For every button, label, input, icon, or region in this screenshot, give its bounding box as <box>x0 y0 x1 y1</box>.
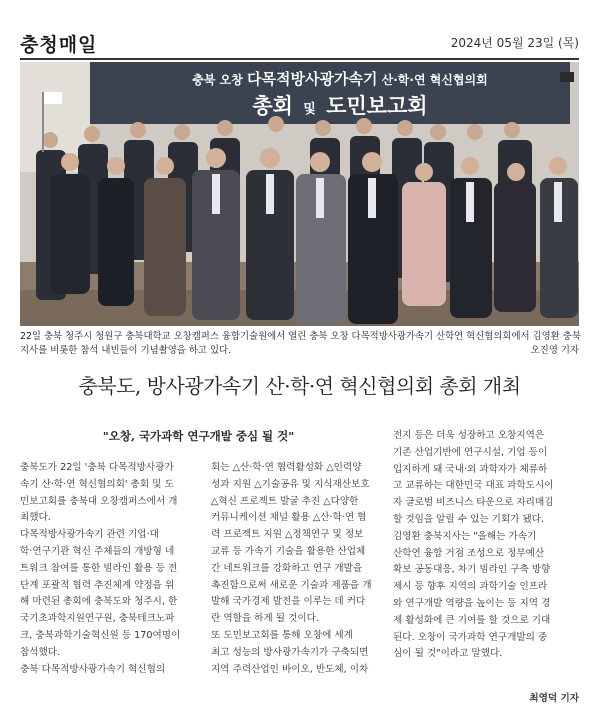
body-line: 할 것임을 알릴 수 있는 기회가 됐다. <box>393 513 545 525</box>
photo-caption <box>20 330 579 358</box>
body-line: 회는 △산·학·연 협력활성화 △인력양 <box>211 462 362 473</box>
body-line: 참석했다. <box>20 646 61 658</box>
body-line: 트워크 참여를 통한 빔라인 활용 등 전 <box>20 562 178 574</box>
caption-line1: 22일 충북 청주시 청원구 충북대학교 오창캠퍼스 융합기술원에서 열린 충북 오창 다목적방사광가속기 산학연 혁신협의회에서 김영환 충북 <box>20 331 581 342</box>
banner-line2-a: 총회 <box>252 94 293 118</box>
body-line: 제시 등 향후 지역의 과학기술 인프라 <box>393 581 548 593</box>
article-column-3 <box>393 428 579 663</box>
body-line: 해 마련된 총회에 충북도와 청주시, 한 <box>20 596 178 608</box>
body-line: 된다. 오창이 국가과학 연구개발의 중 <box>393 631 548 643</box>
body-line: 지역 주력산업인 바이오, 반도체, 이차 <box>211 663 369 675</box>
body-line: 고 교류하는 대한민국 대표 과학도시이 <box>393 480 554 492</box>
article-column-1 <box>20 460 199 678</box>
body-line: 충북 다목적방사광가속기 혁신협의 <box>20 663 166 675</box>
body-line: 촉진함으로써 새로운 기술과 제품을 개 <box>211 579 372 591</box>
masthead <box>20 30 579 56</box>
body-line: 산학연 융합 거점 조성으로 정부예산 <box>393 547 545 559</box>
body-line: 확보 공동대응, 차기 빔라인 구축 방향 <box>393 564 551 576</box>
body-line: 입지하게 돼 국내·외 과학자가 체류하 <box>393 463 548 475</box>
body-line: 또 도민보고회를 통해 오창에 세계 <box>211 629 353 641</box>
body-line: 기존 산업기반에 연구시설, 기업 등이 <box>393 446 548 458</box>
body-line: 심이 될 것"이라고 말했다. <box>393 648 503 660</box>
body-line: 성과 지원 △기술공유 및 지식재산보호 <box>211 478 370 490</box>
body-line: 민보고회를 충북대 오창캠퍼스에서 개 <box>20 495 178 507</box>
caption-line2: 지사를 비롯한 참석 내빈들이 기념촬영을 하고 있다. <box>20 345 232 356</box>
body-line: 교류 등 가속기 기술을 활용한 산업체 <box>211 545 366 557</box>
body-line: 국기초과학지원연구원, 충북테크노파 <box>20 613 175 625</box>
body-line: 발해 국가경제 발전을 이루는 데 커다 <box>211 596 366 608</box>
body-line: 최고 성능의 방사광가속기가 구축되면 <box>211 646 369 658</box>
reporter-byline: 최영덕 기자 <box>529 693 579 704</box>
banner-line1-c: 산·학·연 혁신협의회 <box>381 73 488 87</box>
body-line: 간 네트워크를 강화하고 연구 개발을 <box>211 562 363 574</box>
body-line: 김영환 충북지사는 "올해는 가속기 <box>393 530 537 542</box>
body-line: 제 활성화에 큰 기여를 할 것으로 기대 <box>393 614 551 626</box>
body-line: 전지 등은 더욱 성장하고 오창지역은 <box>393 430 545 441</box>
body-line: 커뮤니케이션 채널 활용 △산·학·연 협 <box>211 512 367 524</box>
group-photo <box>20 62 579 326</box>
body-line: 다목적방사광가속기 관련 기업·대 <box>20 529 159 541</box>
body-line: 란 역할을 하게 될 것이다. <box>211 613 319 625</box>
body-line: 크, 충북과학기술혁신원 등 170여명이 <box>20 629 181 641</box>
article-subhead: "오창, 국가과학 연구개발 중심 될 것" <box>102 429 295 443</box>
banner-line1-a: 충북 오창 <box>192 73 243 87</box>
article-column-2 <box>211 460 377 678</box>
banner-line2-b: 및 <box>303 102 316 117</box>
body-line: 자 글로벌 비즈니스 타운으로 자리매김 <box>393 497 554 509</box>
body-line: 최했다. <box>20 512 51 524</box>
body-line: 력 프로젝트 지원 △정책연구 및 정보 <box>211 529 364 541</box>
article-headline: 충북도, 방사광가속기 산·학·연 혁신협의회 총회 개최 <box>78 374 521 398</box>
banner-line1-b: 다목적방사광가속기 <box>247 70 378 88</box>
photo-credit: 오진영 기자 <box>530 345 579 356</box>
issue-date: 2024년 05월 23일 (목) <box>450 36 579 50</box>
body-line: 충북도가 22일 '충북 다목적방사광가 <box>20 462 174 473</box>
body-line: 와 연구개발 역량을 높이는 등 지역 경 <box>393 597 551 609</box>
body-line: 단계 포괄적 협력 추진체계 약정을 위 <box>20 579 175 591</box>
banner-line2 <box>120 90 560 120</box>
newspaper-logo: 충청매일 <box>20 34 98 56</box>
body-line: 학·연구기관 혁신 주체들의 개방형 네 <box>20 545 175 557</box>
body-line: △혁신 프로젝트 발굴 추진 △다양한 <box>211 495 359 507</box>
masthead-divider <box>20 58 579 60</box>
banner-line1 <box>120 68 560 89</box>
body-line: 속기 산·학·연 혁신협의회' 총회 및 도 <box>20 478 174 490</box>
banner-line2-c: 도민보고회 <box>326 94 428 118</box>
